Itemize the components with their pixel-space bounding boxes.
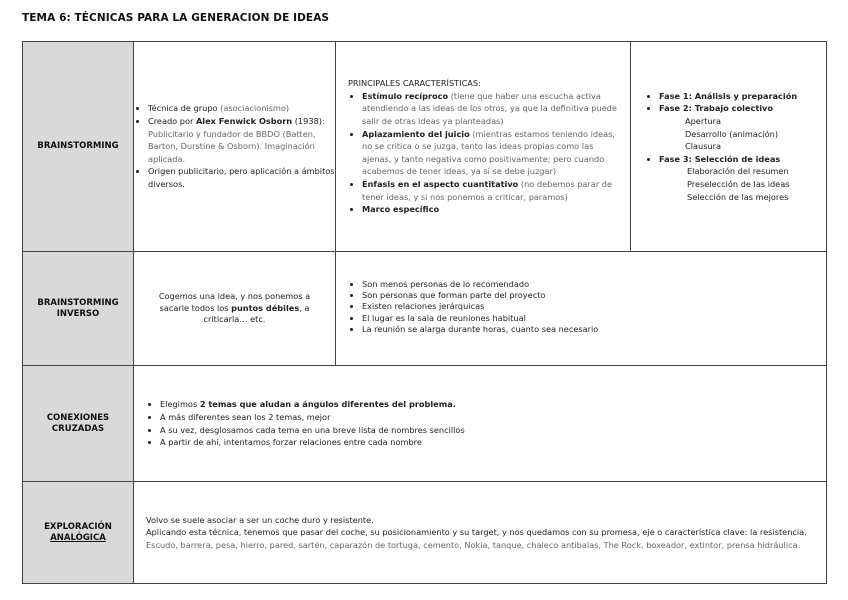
paragraph: Escudo, barrera, pesa, hierro, pared, sartén, caparazón de tortuga, cemento, Nokia, tanque, chaleco antibalas, The Rock, boxeador, extintor, prensa hidráulica. (146, 539, 801, 550)
characteristics-heading: PRINCIPALES CARACTERÍSTICAS: (348, 78, 481, 89)
phase-2: • Fase 2: Trabajo colectivo (659, 102, 820, 115)
phase-2-step: Clausura (685, 141, 722, 152)
conexiones-items (134, 366, 827, 482)
list-item: • Son personas que forman parte del proyecto (362, 290, 820, 301)
label-brainstorming-inverso: BRAINSTORMING INVERSO (23, 252, 134, 366)
brainstorming-characteristics (336, 42, 631, 252)
row-conexiones-cruzadas (23, 366, 827, 482)
label-exploracion-analogica: EXPLORACIÓN ANALÓGICA (23, 482, 134, 584)
document-title: TEMA 6: TÉCNICAS PARA LA GENERACION DE IDEAS (22, 12, 330, 24)
list-item: • La reunión se alarga durante horas, cuanto sea necesario (362, 324, 820, 335)
list-item: • Marco específico (362, 203, 622, 216)
list-item: • A su vez, desglosamos cada tema en una breve lista de nombres sencillos (160, 424, 818, 437)
list-item: • Origen publicitario, pero aplicación a ámbitos diversos. (148, 165, 335, 190)
paragraph: Volvo se suele asociar a ser un coche duro y resistente. (146, 514, 374, 525)
row-brainstorming-inverso (23, 252, 827, 366)
paragraph: Aplicando esta técnica, tenemos que pasar del coche, su posicionamiento y su target, y nos quedamos con su promesa, eje o característica clave: la resistencia. (146, 527, 807, 538)
phase-1: • Fase 1: Análisis y preparación (659, 90, 820, 103)
brainstorming-description (134, 42, 336, 252)
list-item: • Aplazamiento del juicio (mientras estamos teniendo ideas, no se critica o se juzga, tanto las ideas propias como las ajenas, y tanto negativa como positivamente; pero cuando acabemos de tener ideas, ya sí se debe juzgar) (362, 128, 622, 178)
phase-3-step: Preselección de las ideas (687, 178, 790, 189)
row-exploracion-analogica (23, 482, 827, 584)
list-item: • A partir de ahí, intentamos forzar relaciones entre cada nombre (160, 436, 818, 449)
list-item: • A más diferentes sean los 2 temas, mejor (160, 411, 818, 424)
phase-2-step: Desarrollo (animación) (685, 128, 779, 139)
techniques-table (22, 41, 827, 584)
label-conexiones-cruzadas: CONEXIONES CRUZADAS (23, 366, 134, 482)
phase-3-step: Selección de las mejores (687, 191, 789, 202)
phase-3-step: Elaboración del resumen (687, 166, 789, 177)
exploracion-text (134, 482, 827, 584)
phase-2-step: Apertura (685, 116, 721, 127)
list-item: • Estímulo recíproco (tiene que haber una escucha activa atendiendo a las ideas de los otros, ya que la definitiva puede salir de otras ideas ya planteadas) (362, 90, 622, 128)
list-item: • Énfasis en el aspecto cuantitativo (no debemos parar de tener ideas, y si nos ponemos a criticar, paramos) (362, 178, 622, 203)
list-item: • Son menos personas de lo recomendado (362, 279, 820, 290)
row-brainstorming (23, 42, 827, 252)
label-brainstorming: BRAINSTORMING (23, 42, 134, 252)
inverso-description: Cogemos una idea, y nos ponemos a sacarle todos los puntos débiles, a criticarla… etc. (134, 252, 336, 366)
list-item: • El lugar es la sala de reuniones habitual (362, 313, 820, 324)
brainstorming-phases (631, 42, 827, 252)
list-item: • Creado por Alex Fenwick Osborn (1938): Publicitario y fundador de BBDO (Batten, Barton, Durstine & Osborn). Imaginación aplicada. (148, 115, 335, 165)
list-item: • Elegimos 2 temas que aludan a ángulos diferentes del problema. (160, 398, 818, 411)
list-item: • Existen relaciones jerárquicas (362, 301, 820, 312)
list-item: • Técnica de grupo (asociacionismo) (148, 102, 335, 115)
inverso-items (336, 252, 827, 366)
phase-3: • Fase 3: Selección de ideas (659, 153, 820, 166)
